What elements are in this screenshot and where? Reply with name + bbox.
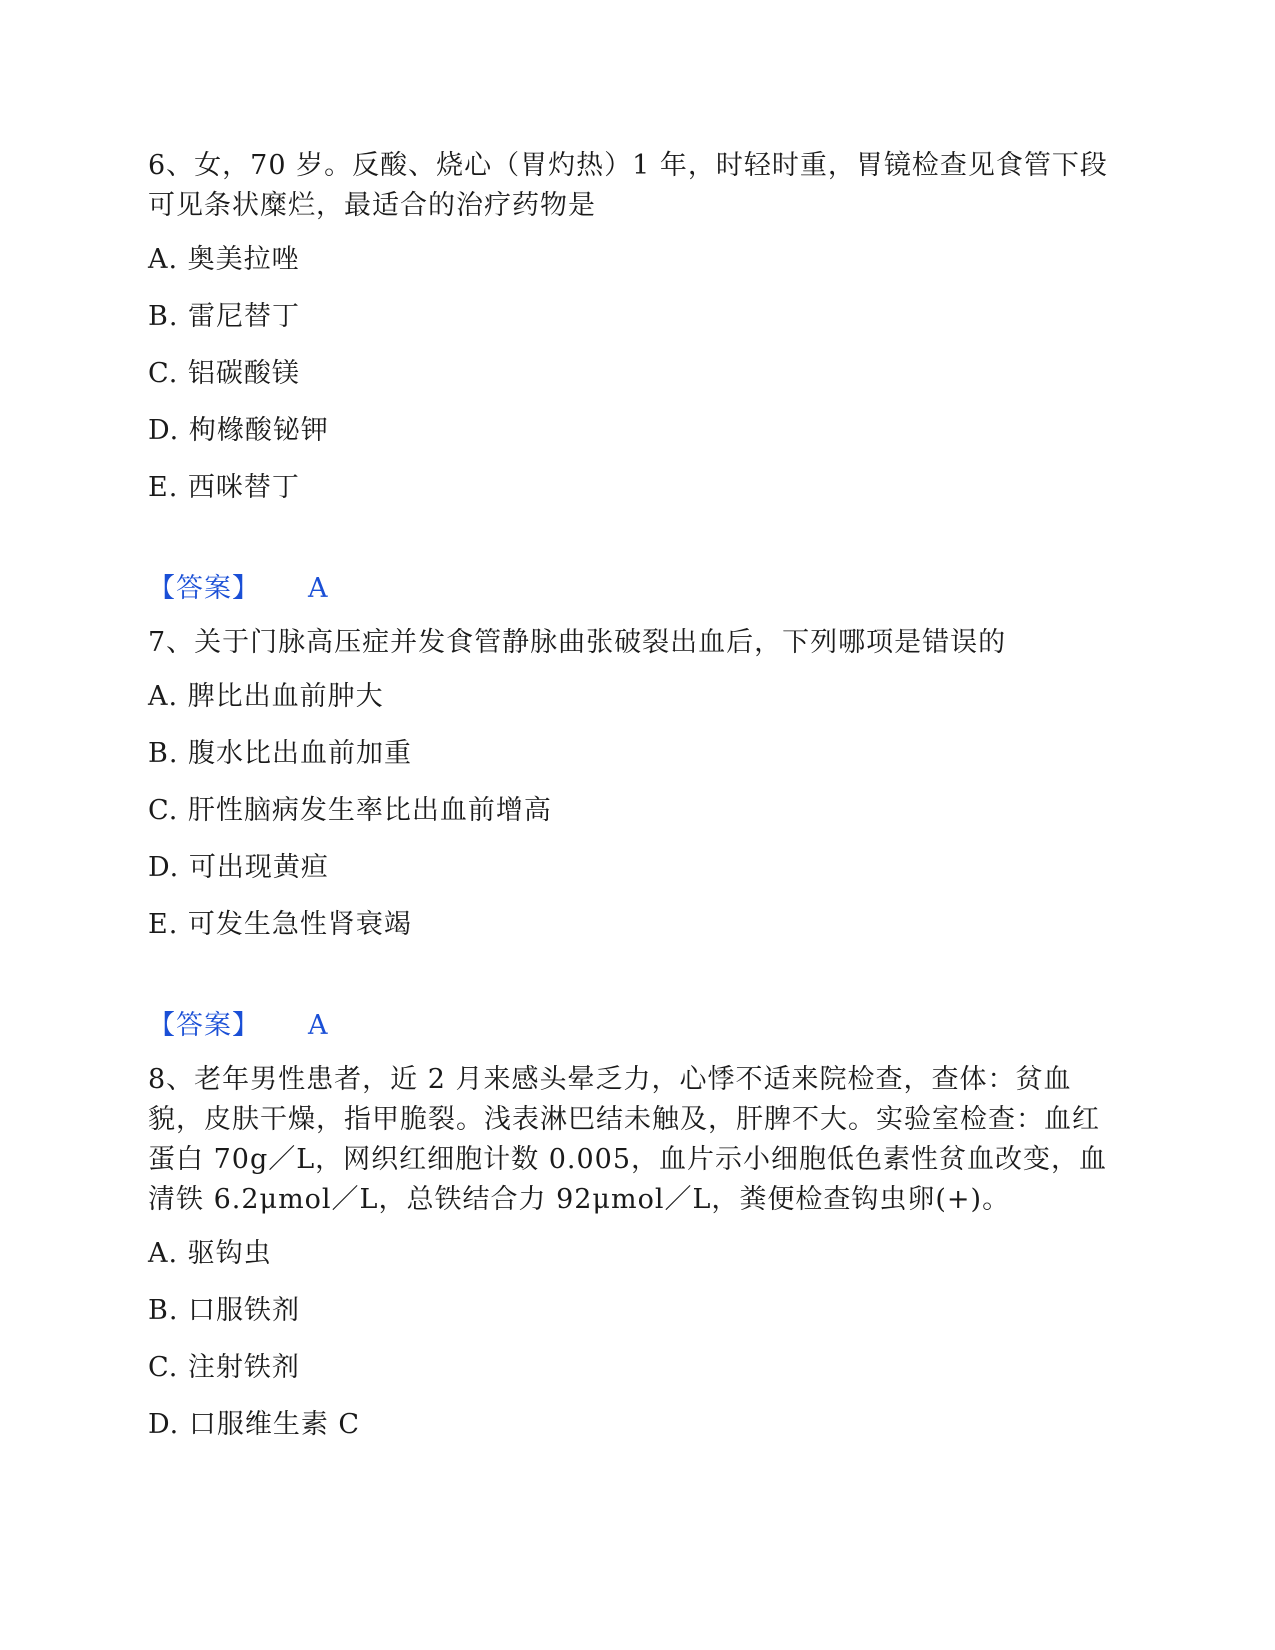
question-7 (148, 623, 1108, 1046)
answer-value: A (308, 1010, 328, 1041)
question-text: 8、老年男性患者，近 2 月来感头晕乏力，心悸不适来院检查，查体：贫血貌，皮肤干燥，指甲脆裂。浅表淋巴结未触及，肝脾不大。实验室检查：血红蛋白 70g／L，网织红细胞计数 0.005，血片示小细胞低色素性贫血改变，血清铁 6.2μmol／L，总铁结合力 92μmol／L，粪便检查钩虫卵(+)。 (148, 1064, 1108, 1215)
option-d: D. 枸橼酸铋钾 (148, 415, 329, 446)
exam-page (148, 146, 1108, 1462)
option-e: E. 西咪替丁 (148, 472, 300, 503)
option-e: E. 可发生急性肾衰竭 (148, 909, 412, 940)
option-d: D. 口服维生素 C (148, 1409, 361, 1440)
option-b: B. 腹水比出血前加重 (148, 738, 413, 769)
question-8 (148, 1060, 1108, 1445)
option-c: C. 注射铁剂 (148, 1352, 300, 1383)
question-text: 7、关于门脉高压症并发食管静脉曲张破裂出血后，下列哪项是错误的 (148, 627, 1007, 658)
option-a: A. 奥美拉唑 (148, 244, 300, 275)
option-d: D. 可出现黄疸 (148, 852, 329, 883)
option-a: A. 脾比出血前肿大 (148, 681, 384, 712)
answer-label: 【答案】 (148, 1010, 260, 1041)
answer-line (148, 1006, 1108, 1046)
answer-line (148, 569, 1108, 609)
question-6 (148, 146, 1108, 609)
option-b: B. 雷尼替丁 (148, 301, 301, 332)
option-c: C. 肝性脑病发生率比出血前增高 (148, 795, 552, 826)
option-c: C. 铝碳酸镁 (148, 358, 300, 389)
question-text: 6、女，70 岁。反酸、烧心（胃灼热）1 年，时轻时重，胃镜检查见食管下段可见条状糜烂，最适合的治疗药物是 (148, 150, 1108, 221)
answer-label: 【答案】 (148, 573, 260, 604)
option-b: B. 口服铁剂 (148, 1295, 301, 1326)
answer-value: A (308, 573, 328, 604)
option-a: A. 驱钩虫 (148, 1238, 272, 1269)
